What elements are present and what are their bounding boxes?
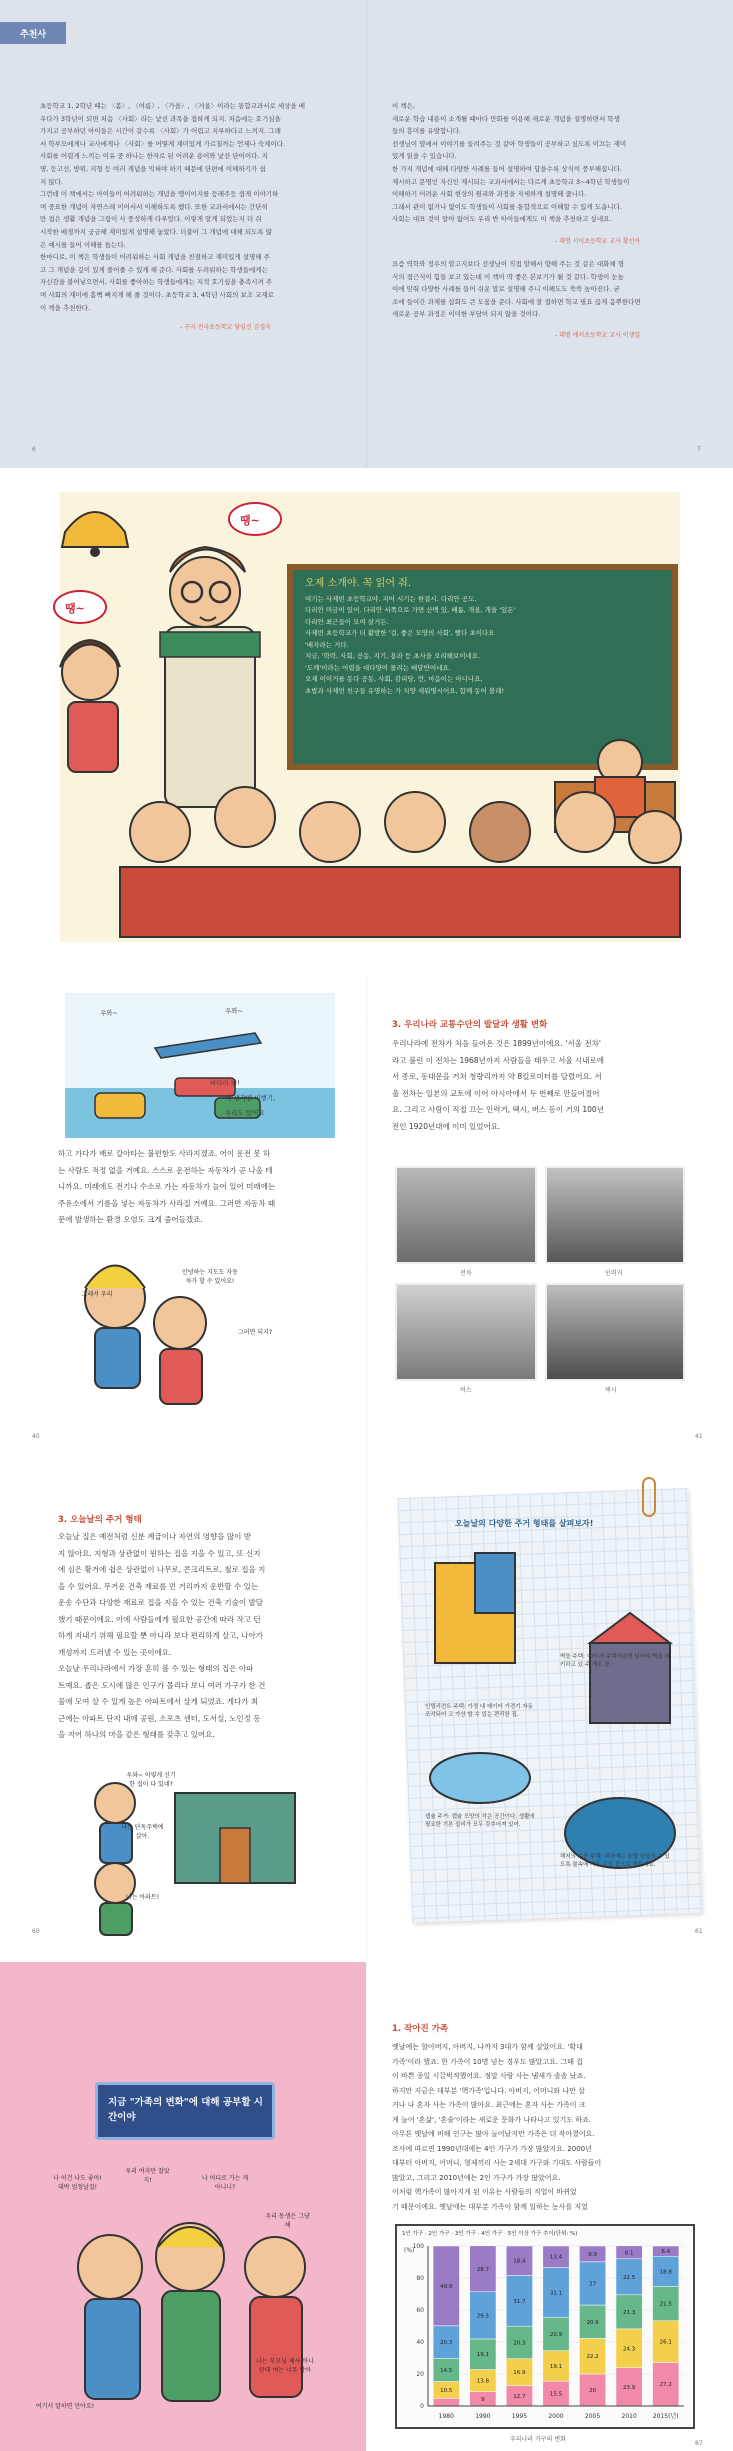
text-line: 고 그 개념을 깊이 있게 풀어줄 수 있게 해 준다. 사회를 두려워하는 학생들에게는 [40, 265, 268, 274]
right-paragraph [392, 1036, 692, 1135]
text-line: 그런데 이 책에서는 아이들이 어려워하는 개념을 맹이이지를 등래주듯 쉽게 이야기하 [40, 190, 279, 199]
text-line: 그래서 관이 없거나 없이도 학생들이 사회를 통합적으로 이해할 수 있게 도옵니다. [392, 202, 622, 211]
comic-bubble: 나는 부모님 제사 아니란데 여는 너무 달아 [256, 2358, 314, 2374]
board-line: 다리안 최근들이 모여 살거든. [305, 617, 389, 626]
comic-bubble: 우와~ [100, 1009, 119, 1017]
text-line: 지 않다. [40, 177, 63, 186]
data-label: 31.1 [549, 2290, 563, 2297]
signature: - 구자 전국초등학교 담임선 김경숙 [180, 324, 271, 331]
data-label: 49.9 [440, 2283, 453, 2290]
y-tick-label: 100 [412, 2243, 424, 2250]
text-line: 선생님이 옆에서 이야기를 들려주는 것 같아 학생들이 공부하고 싶도록 이끄는 재미 [392, 139, 627, 148]
page-number: 7 [697, 446, 701, 453]
title-box-text: 지금 "가족의 변화"에 대해 공부할 시간이야 [108, 2097, 263, 2123]
photo-bus [395, 1283, 537, 1381]
text-line: 들의 흥미를 유발합니다. [392, 127, 461, 136]
y-tick-label: 60 [416, 2307, 424, 2314]
data-label: 21.5 [659, 2301, 672, 2308]
left-column [40, 100, 340, 314]
data-label: 8.1 [624, 2250, 634, 2257]
text-line: 을 수 있어요. 무거운 건축 재료를 먼 거리까지 운반할 수 있는 [58, 1581, 259, 1591]
panel-note: 캡슐 주거: 캡슐 모양의 작은 공간이다. 생활에 필요한 기본 설비가 모두 갖추어져 있어. [425, 1814, 535, 1828]
page-number: 40 [32, 1433, 40, 1440]
photo-rickshaw [545, 1166, 685, 1264]
photo-caption: 전차 [460, 1270, 472, 1277]
photo-tram [395, 1166, 537, 1264]
y-tick-label: 40 [416, 2339, 424, 2346]
text-line: 한 가지 개념에 대해 다양한 사례를 들어 설명하여 답을수록 상식이 풍부해집니다. [392, 164, 622, 173]
photo-caption: 인력거 [605, 1270, 623, 1277]
data-label: 16.9 [513, 2370, 526, 2377]
data-label: 28.7 [476, 2266, 489, 2273]
text-line: 물에 모여 살 수 있게 높은 아파트에서 살게 되었죠. 게다가 최 [58, 1697, 259, 1706]
cartoon-bubble: 그래서 우리 [81, 1291, 113, 1298]
data-label: 19.1 [549, 2363, 563, 2370]
text-line: 조사에 따르면 1990년대에는 4인 가구가 가장 많았지요. 2000년 [392, 2144, 592, 2153]
text-line: 시작한 배경까지 궁금해 재미있게 설명해 놓았다. 더불어 그 개념에 대해 되도록 많 [40, 227, 273, 236]
text-line: 이 책을 추천한다. [40, 303, 91, 312]
page-number: 61 [695, 1928, 703, 1935]
data-label: 27 [589, 2281, 597, 2288]
classroom-illustration [0, 472, 733, 977]
x-tick-label: 2010 [621, 2413, 637, 2420]
text-line: 울 전차는 일본의 교토에 이어 아시아에서 두 번째로 만들어졌어 [392, 1088, 600, 1098]
blackboard-title: 오제 소개야. 꼭 읽어 줘. [305, 578, 412, 589]
chart-title: 1인 가구 · 2인 가구 · 3인 가구 · 4인 가구 · 5인 이상 가구 추이(단위: %) [402, 2231, 578, 2237]
section-title: 3. 오늘날의 주거 형태 [58, 1515, 142, 1525]
cartoon-bubble: 그러면 되지? [237, 1329, 273, 1336]
house-cartoon [80, 1763, 330, 1938]
data-label: 20.3 [513, 2340, 526, 2347]
text-line: 은 예시를 들어 이해를 돕는다. [40, 240, 126, 249]
text-line: 에 심은 황거에 쉽은 상관없이 나무로, 콘크리트로, 철로 집을 지 [58, 1565, 266, 1574]
text-line: 우리나라에 전차가 처음 들어온 것은 1899년이에요. '서울 전차' [392, 1039, 601, 1048]
x-tick-label: 2005 [584, 2413, 601, 2420]
text-line: 명, 등고선, 방위, 지형 등 여러 개념을 익혀야 하기 때문에 단편에 이해하기가 쉽 [40, 164, 266, 173]
photo-taxi [545, 1283, 685, 1381]
text-line: 문에 발생하는 환경 오염도 크게 줄어들겠죠. [58, 1215, 203, 1224]
text-line: 트예요. 좁은 도시에 많은 인구가 몰리다 보니 여러 가구가 한 건 [58, 1680, 266, 1690]
bar-segment [433, 2398, 459, 2406]
text-line: 근에는 아파트 단지 내에 공원, 소포츠 센터, 도서실, 노인정 등 [58, 1713, 261, 1723]
y-tick-label: 80 [416, 2275, 424, 2282]
text-line: 개성까지 드러낼 수 있는 곳이에요. [58, 1647, 172, 1657]
board-line: 다리안 미금이 있어. 다리안 서쪽으로 가면 산맥 있, 배툼, 개울, 개울 '있돈' [305, 606, 516, 614]
text-line: 니까요. 미래에도 전기나 수소로 가는 자동차가 늘어 있어 미래에는 [58, 1182, 276, 1191]
page-gutter [366, 978, 368, 1472]
data-label: 23.9 [623, 2384, 636, 2391]
text-line: 하고 가다가 배로 갈아타는 불편함도 사라지겠죠. 어이 운전 못 하 [58, 1149, 271, 1158]
text-line: 기 때문이에요. 옛날에는 대부분 가족이 함께 일하는 농사를 지었 [392, 2202, 588, 2211]
board-line: 사제빈 초등학교가 더 활발한 '걸, 좋은 모양의 사회', 빨다 초이다요 [305, 629, 495, 637]
text-line: 오늘날 우리나라에서 가장 흔히 볼 수 있는 형태의 집은 아파 [58, 1664, 254, 1673]
text-line: 을 지어 하나의 마을 같은 형태를 갖추고 있어요. [58, 1730, 215, 1739]
photo-caption: 버스 [460, 1387, 472, 1394]
text-line: 게 늘어 '혼삶', '혼술'이라는 새로운 문화가 나타나고 있기도 하죠. [392, 2115, 591, 2124]
text-line: 사회를 어렵게 느끼는 이유 중 하나는 한자로 된 어려운 용어와 낯선 단어이다. 지 [40, 152, 268, 161]
section-tag: 추천사 [20, 30, 47, 40]
text-line: 요. 그리고 사람이 직접 끄는 인력거, 택시, 버스 등이 거의 100년 [392, 1105, 604, 1114]
page-number: 60 [32, 1928, 40, 1935]
text-line: 대부터 아버지, 어머니, 형제끼리 사는 2세대 가구와 기대도 사람들이 [392, 2159, 602, 2167]
data-label: 20.3 [440, 2340, 453, 2347]
panel-note: 해저의 수중 주택: 지하에는 호텔 이상의 수 있도록 물속에 지을 수중 집으로 해보세요. [560, 1854, 670, 1868]
data-label: 22.5 [623, 2274, 636, 2281]
text-line: 지 않아요. 지형과 상관없이 원하는 집을 지을 수 있고, 또 신지 [58, 1548, 261, 1558]
text-line: 새로운 학습 내용이 소개될 때마다 만화를 이용해 새로운 개념을 설명하면서 학생 [392, 114, 620, 123]
page-number: 87 [695, 2440, 703, 2447]
data-label: 18.4 [513, 2258, 526, 2265]
comic-bubble: 나 어디로 가는 게 아니니? [201, 2175, 249, 2191]
data-label: 29.5 [476, 2313, 489, 2320]
data-label: 9 [481, 2396, 485, 2403]
data-label: 10.5 [440, 2387, 453, 2394]
text-line: 이 바쁜 종일 시끌벅적했어요. 정말 사람 사는 냄새가 솔솔 났죠. [392, 2072, 586, 2080]
text-line: 요즘 역학와 정우의 암고지보다 선생님이 직접 말해서 향해 주는 것 같은 대화체 형 [392, 260, 625, 268]
x-tick-label: 1980 [438, 2413, 454, 2420]
data-label: 27.2 [659, 2382, 672, 2389]
right-column [392, 100, 692, 226]
text-line: 하게 지내기 위해 필요할 뿐 아니라 보다 편리하게 살고, 나아가 [58, 1631, 263, 1640]
text-line: 했기 때문이에요. 이에 사람들에게 필요한 공간에 따라 작고 턴 [58, 1614, 261, 1624]
text-line: 서 종로, 동대문을 거쳐 청량리까지 약 8킬로미터를 달렸어요. 서 [392, 1072, 602, 1081]
section-title: 1. 작아진 가족 [392, 2024, 449, 2034]
spread-transportation [0, 978, 733, 1472]
text-line: 제시하고 문명인 자신인 제시되는 교과서에서는 다르게 초등학교 3~4학년 학생들이 [392, 177, 630, 186]
section-title: 3. 우리나라 교통수단의 발달과 생활 변화 [392, 1020, 548, 1030]
text-line: 이 책은, [392, 102, 415, 110]
data-label: 31.7 [513, 2298, 526, 2305]
x-tick-label: 1995 [511, 2413, 528, 2420]
text-line: 는 사람도 적정 없을 거예요. 스스로 운전하는 자동차가 곧 나올 테 [58, 1165, 273, 1175]
photo-caption: 택시 [605, 1387, 617, 1394]
text-line: 서 학부모에게나 교사에게나 〈사회〉를 어떻게 재미있게 가르칠까는 언제나 숙제이다. [40, 139, 286, 148]
text-line: 주유소에서 기름을 넣는 자동차가 사라질 거예요. 그러면 자동차 때 [58, 1198, 276, 1208]
x-tick-label: 2000 [548, 2413, 564, 2420]
spread-housing [0, 1473, 733, 1961]
data-label: 14.5 [440, 2367, 453, 2374]
data-label: 12.7 [513, 2393, 526, 2400]
text-line: 한마디로, 이 책은 학생들이 어려워하는 사회 개념을 친절하고 재미있게 설명해 주 [40, 253, 270, 262]
text-line: 며 중요한 개념이 자연스레 이어서서 이해하도록 했다. 또한 교과서에서는 간단히 [40, 202, 268, 211]
comic-bubble: 우와~ [225, 1007, 244, 1015]
text-line: 오늘날 집은 예전처럼 신분 계급이나 자연의 영향을 많이 받 [58, 1532, 251, 1541]
data-label: 20.9 [586, 2319, 599, 2326]
text-line: 사회는 대표 것이 알아 없어도 우리 반 아이들에게도 이 책을 추천하고 싶네요. [392, 215, 612, 224]
text-line: 가족'이라 했죠. 한 가족이 10명 넘는 경우도 많았고요. 그때 집 [392, 2057, 583, 2066]
paper-clip-icon [642, 1477, 656, 1517]
x-tick-label: 2015(년) [652, 2413, 679, 2420]
page-gutter [366, 1962, 368, 2451]
chart-caption: 우리나라 가구의 변화 [510, 2436, 566, 2443]
comic-bubble: 바다라 봐! [210, 1079, 240, 1087]
board-line: 여기는 사제빈 초등학교야. 지어 시기는 한결시. 다리안 공도, [305, 594, 477, 603]
board-line: '배자라는 거다. [305, 640, 349, 649]
right-column-2 [392, 258, 692, 321]
text-line: 이처럼 핵가족이 많아지게 된 이유는 사람들의 직업이 바뀌었 [392, 2188, 577, 2196]
blackboard-text [305, 578, 665, 697]
text-line: 이에 맞춰 다양한 사례를 들어 쉬운 말로 설명해 주니 이해도도 쑥쑥 높아진다. 굳 [392, 285, 620, 294]
data-label: 6.4 [661, 2249, 671, 2256]
text-line: 거나 나 혼자 사는 가족이 많아요. 최근에는 혼자 사는 가족이 크 [392, 2101, 586, 2109]
text-line: 며 사회의 재미에 흠뻑 빠지게 해 줄 것이다. 초등학교 3, 4학년 사회의 보조 교재로 [40, 290, 274, 299]
left-paragraph [58, 1146, 348, 1229]
household-bar-chart [400, 2240, 692, 2426]
cartoon-bubble: 나는 단독주택에 살아. [121, 1824, 164, 1840]
right-paragraph [392, 2040, 692, 2214]
text-line: 이해하기 어려운 사회 현상의 원리와 과정을 자세하게 설명해 줍니다. [392, 190, 587, 199]
text-line: 하지만 지금은 대부분 '핵가족'입니다. 아버지, 어머니와 나만 살 [392, 2086, 585, 2095]
text-line: 우다가 3학년이 되면 처음 〈사회〉라는 낯선 과목을 접하게 되지. 처음에는 호기심을 [40, 114, 281, 123]
data-label: 9.9 [588, 2251, 597, 2258]
text-line: 자신감을 불어넣으면서, 사회를 좋아하는 학생들에게는 지적 호기심을 충족시켜 주 [40, 278, 273, 287]
signature: - 대명 서이초등학교 교사 황선아 [555, 238, 641, 245]
text-line: 가지고 공부하던 아이들은 시간이 갈수록 〈사회〉가 어렵고 지루하다고 느끼지. 그래 [40, 127, 281, 136]
text-line: 조에 들어간 과제를 삽화도 큰 도움을 준다. 사회에 잘 접하면 학교 필요 끊게 음뿌한다면 [392, 297, 641, 306]
panel-title: 오늘날의 다양한 주거 형태를 살펴보자! [455, 1519, 594, 1528]
spread-recommendation [0, 0, 733, 468]
text-line: 초등학교 1, 2학년 때는 〈봄〉, 〈여름〉, 〈가을〉, 〈겨울〉이라는 통합교과서로 세상을 배 [40, 102, 306, 110]
cartoon-bubble: 우와~ 이렇게 신기한 집이 다 있네? [126, 1772, 176, 1788]
cartoon-bubble: 안녕하는 지도도 자동차가 할 수 있어요! [182, 1269, 238, 1285]
page-number: 6 [32, 446, 36, 453]
student-girl [60, 640, 120, 772]
spread-family [0, 1962, 733, 2451]
data-label: 20.9 [549, 2331, 563, 2338]
x-tick-label: 1990 [475, 2413, 491, 2420]
data-label: 20 [589, 2388, 597, 2394]
data-label: 18.8 [659, 2269, 672, 2276]
text-line: 운송 수단과 다양한 재료로 집을 지을 수 있는 건축 기술이 발달 [58, 1598, 263, 1607]
comic-bubble: 우리도 탔어요 [225, 1109, 265, 1117]
bell-sound: 땡~ [65, 602, 85, 615]
text-line: 있게 읽을 수 있습니다. [392, 152, 457, 161]
data-label: 22.2 [586, 2354, 599, 2361]
data-label: 13.8 [476, 2378, 489, 2385]
data-label: 24.3 [623, 2346, 636, 2353]
data-label: 13.4 [549, 2254, 563, 2261]
data-label: 26.1 [659, 2339, 672, 2346]
page-gutter [366, 0, 368, 468]
signature: - 대명 에서초등학교 교사 이생일 [555, 332, 641, 339]
comic-bubble: 우리 동생은 그냥 해 [265, 2213, 310, 2229]
y-tick-label: 0 [420, 2403, 424, 2410]
text-line: 많았고, 그리고 2010년에는 2인 가구가 가장 많았어요. [392, 2173, 561, 2182]
text-line: 아무튼 옛날에 비해 인구는 많아 늘어났지만 가족은 더 작아졌어요. [392, 2130, 595, 2138]
text-line: 만 접은 생활 개념을 그림이 사 풍성하게 다루었다. 이렇게 알게 되었는지 더 쉬 [40, 215, 262, 224]
bell-sound: 땡~ [240, 514, 260, 527]
data-label: 15.5 [549, 2391, 563, 2398]
text-line: 새로운 공부 과정은 이미한 부담이 되지 않을 것이다. [392, 310, 541, 319]
left-paragraph [58, 1529, 348, 1744]
text-line: 옛날에는 할아버지, 아버지, 나까지 3대가 함께 살았어요. '확대 [392, 2043, 583, 2051]
page-gutter [366, 1473, 368, 1961]
comic-bubble: 우리 여자만 잘았지! [125, 2168, 170, 2184]
board-line: '도깨'이라는 어렵을 대다양이 몰려는 배달반어네요. [305, 663, 451, 672]
text-line: 전인 1920년대에 이미 있었어요. [392, 1121, 501, 1131]
y-axis-label: (%) [404, 2247, 415, 2254]
board-line: 오제 이이거를 동다 공동, 사회, 감피당, 언, 마음이는 아니나요, [305, 675, 483, 683]
data-label: 19.1 [476, 2352, 489, 2359]
panel-note: 인텔리전트 주택: 가정 내 데이터 가전기 자동 조작되어 고 가상 할 수 있는 편리한 집. [425, 1704, 533, 1718]
spread-classroom-illustration [0, 472, 733, 977]
text-line: 식의 접근식이 힘들 보고 있는데 이 책이 딱 좋은 본보기가 될 것 같다. 학생이 눈높 [392, 272, 624, 281]
data-label: 21.3 [623, 2309, 636, 2316]
text-line: 라고 불린 이 전차는 1968년까지 사람들을 태우고 서울 시내로에 [392, 1055, 605, 1065]
board-line: 지금, '학력, 사회, 공동, 지기, 용과 등 초사을 오리해보이네요. [305, 652, 481, 660]
comic-bubble: 나 이건 나도 좋아! 대박 엄청날걸! [53, 2175, 102, 2191]
comic-bubble: 여기서 말하면 안아요! [35, 2403, 95, 2410]
cartoon-bubble: 나는 아파트! [125, 1894, 160, 1901]
panel-note: 벽돌 주택: 여러 라 주택이라면 넘어야 벽을 지키하고 있 주 게도 장. [560, 1654, 670, 1668]
y-tick-label: 20 [416, 2371, 424, 2378]
page-number: 41 [695, 1433, 703, 1440]
comic-bubble: 내 생각엔 비행기, [225, 1094, 276, 1102]
board-line: 초밥과 사제빈 친구들 유명하는 가 치양 세워명시어요, 함께 동어 볼래! [305, 686, 505, 695]
